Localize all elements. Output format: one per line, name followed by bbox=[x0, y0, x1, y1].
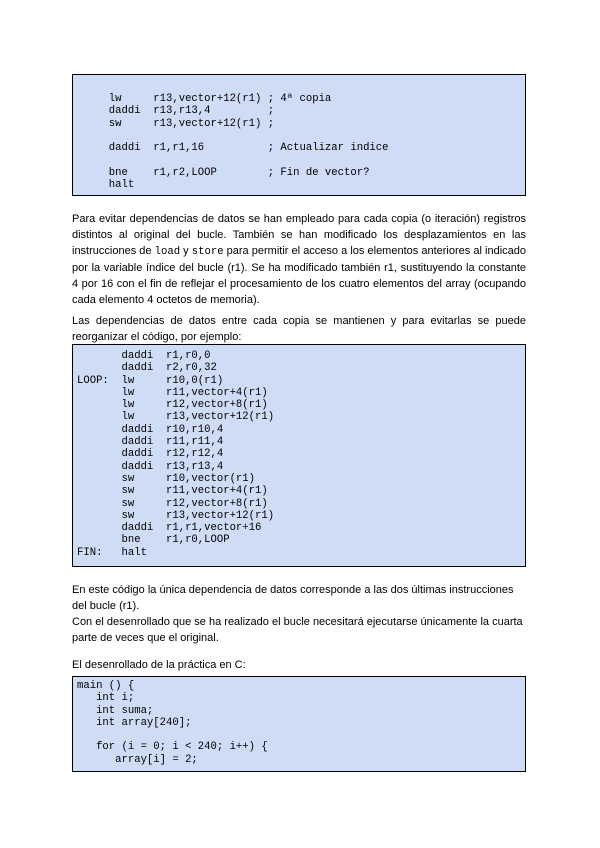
code-line: LOOP: lw r10,0(r1) bbox=[77, 374, 224, 387]
paragraph-reorganizar-text: Las dependencias de datos entre cada copia se mantienen y para evitarlas se puede reorganizar el código, por ejemplo: bbox=[72, 315, 526, 343]
paragraph-unica-dependencia-line1: En este código la única dependencia de datos corresponde a las dos últimas instrucciones del bucle (r1). bbox=[72, 584, 514, 612]
code-line: lw r11,vector+4(r1) bbox=[77, 386, 268, 399]
code-line: sw r13,vector+12(r1) bbox=[77, 509, 275, 522]
paragraph-unica-dependencia-line2: Con el desenrollado que se ha realizado el bucle necesitará ejecutarse únicamente la cuarta parte de veces que el original. bbox=[72, 616, 523, 644]
code-line bbox=[77, 729, 525, 741]
code-line: for (i = 0; i < 240; i++) { bbox=[77, 741, 268, 754]
code-line: daddi r1,r1,vector+16 bbox=[77, 522, 262, 535]
code-line: sw r11,vector+4(r1) bbox=[77, 485, 268, 498]
code-line: daddi r11,r11,4 bbox=[77, 436, 224, 449]
paragraph-desenrollado-c bbox=[72, 657, 526, 673]
code-line: lw r13,vector+12(r1) ; 4ª copia bbox=[77, 93, 332, 105]
code-line: lw r13,vector+12(r1) bbox=[77, 411, 275, 424]
code-line bbox=[77, 154, 525, 166]
paragraph-desenrollado-c-text: El desenrollado de la práctica en C: bbox=[72, 659, 246, 671]
code-line: bne r1,r2,LOOP ; Fin de vector? bbox=[77, 166, 370, 179]
code-line: daddi r13,r13,4 bbox=[77, 460, 224, 473]
code-line: daddi r12,r12,4 bbox=[77, 448, 224, 461]
code-line: daddi r1,r1,16 ; Actualizar indice bbox=[77, 142, 389, 155]
conjunction-y: y bbox=[180, 245, 192, 257]
code-block-3 bbox=[72, 676, 526, 772]
code-block-2 bbox=[72, 344, 526, 567]
code-store: store bbox=[191, 246, 224, 258]
code-load: load bbox=[154, 246, 181, 258]
code-line: sw r13,vector+12(r1) ; bbox=[77, 117, 275, 130]
code-line: int i; bbox=[77, 692, 135, 705]
code-line: daddi r1,r0,0 bbox=[77, 350, 211, 362]
code-line: int array[240]; bbox=[77, 716, 192, 729]
paragraph-unica-dependencia bbox=[72, 582, 526, 646]
code-line: halt bbox=[77, 179, 135, 192]
code-line: daddi r10,r10,4 bbox=[77, 423, 224, 436]
code-line: array[i] = 2; bbox=[77, 753, 198, 766]
code-block-1 bbox=[72, 74, 526, 196]
code-line: daddi r13,r13,4 ; bbox=[77, 105, 275, 118]
code-line: daddi r2,r0,32 bbox=[77, 362, 217, 375]
code-line: sw r12,vector+8(r1) bbox=[77, 497, 268, 510]
code-line: FIN: halt bbox=[77, 546, 147, 559]
paragraph-dependencias-part1: Para evitar dependencias de datos se han empleado para cada copia (o iteración) registros distintos al original del bucle. También se han modificado los desplazamientos en las instrucciones de bbox=[72, 213, 526, 257]
code-line: bne r1,r0,LOOP bbox=[77, 534, 230, 547]
code-line: sw r10,vector(r1) bbox=[77, 472, 256, 485]
code-line: int suma; bbox=[77, 704, 154, 717]
code-line: main () { bbox=[77, 680, 135, 692]
paragraph-dependencias bbox=[72, 211, 526, 308]
paragraph-dependencias-part2: para permitir el acceso a los elementos anteriores al indicado por la variable índice del bucle (r1). Se ha modificado también r1, sustituyendo la constante 4 por 16 con el fin de reflejar el procesamiento de los cuatro elementos del array (ocupando cada elemento 4 octetos de memoria). bbox=[72, 245, 526, 306]
code-line bbox=[77, 130, 525, 142]
code-line: lw r12,vector+8(r1) bbox=[77, 399, 268, 412]
paragraph-reorganizar bbox=[72, 313, 526, 345]
